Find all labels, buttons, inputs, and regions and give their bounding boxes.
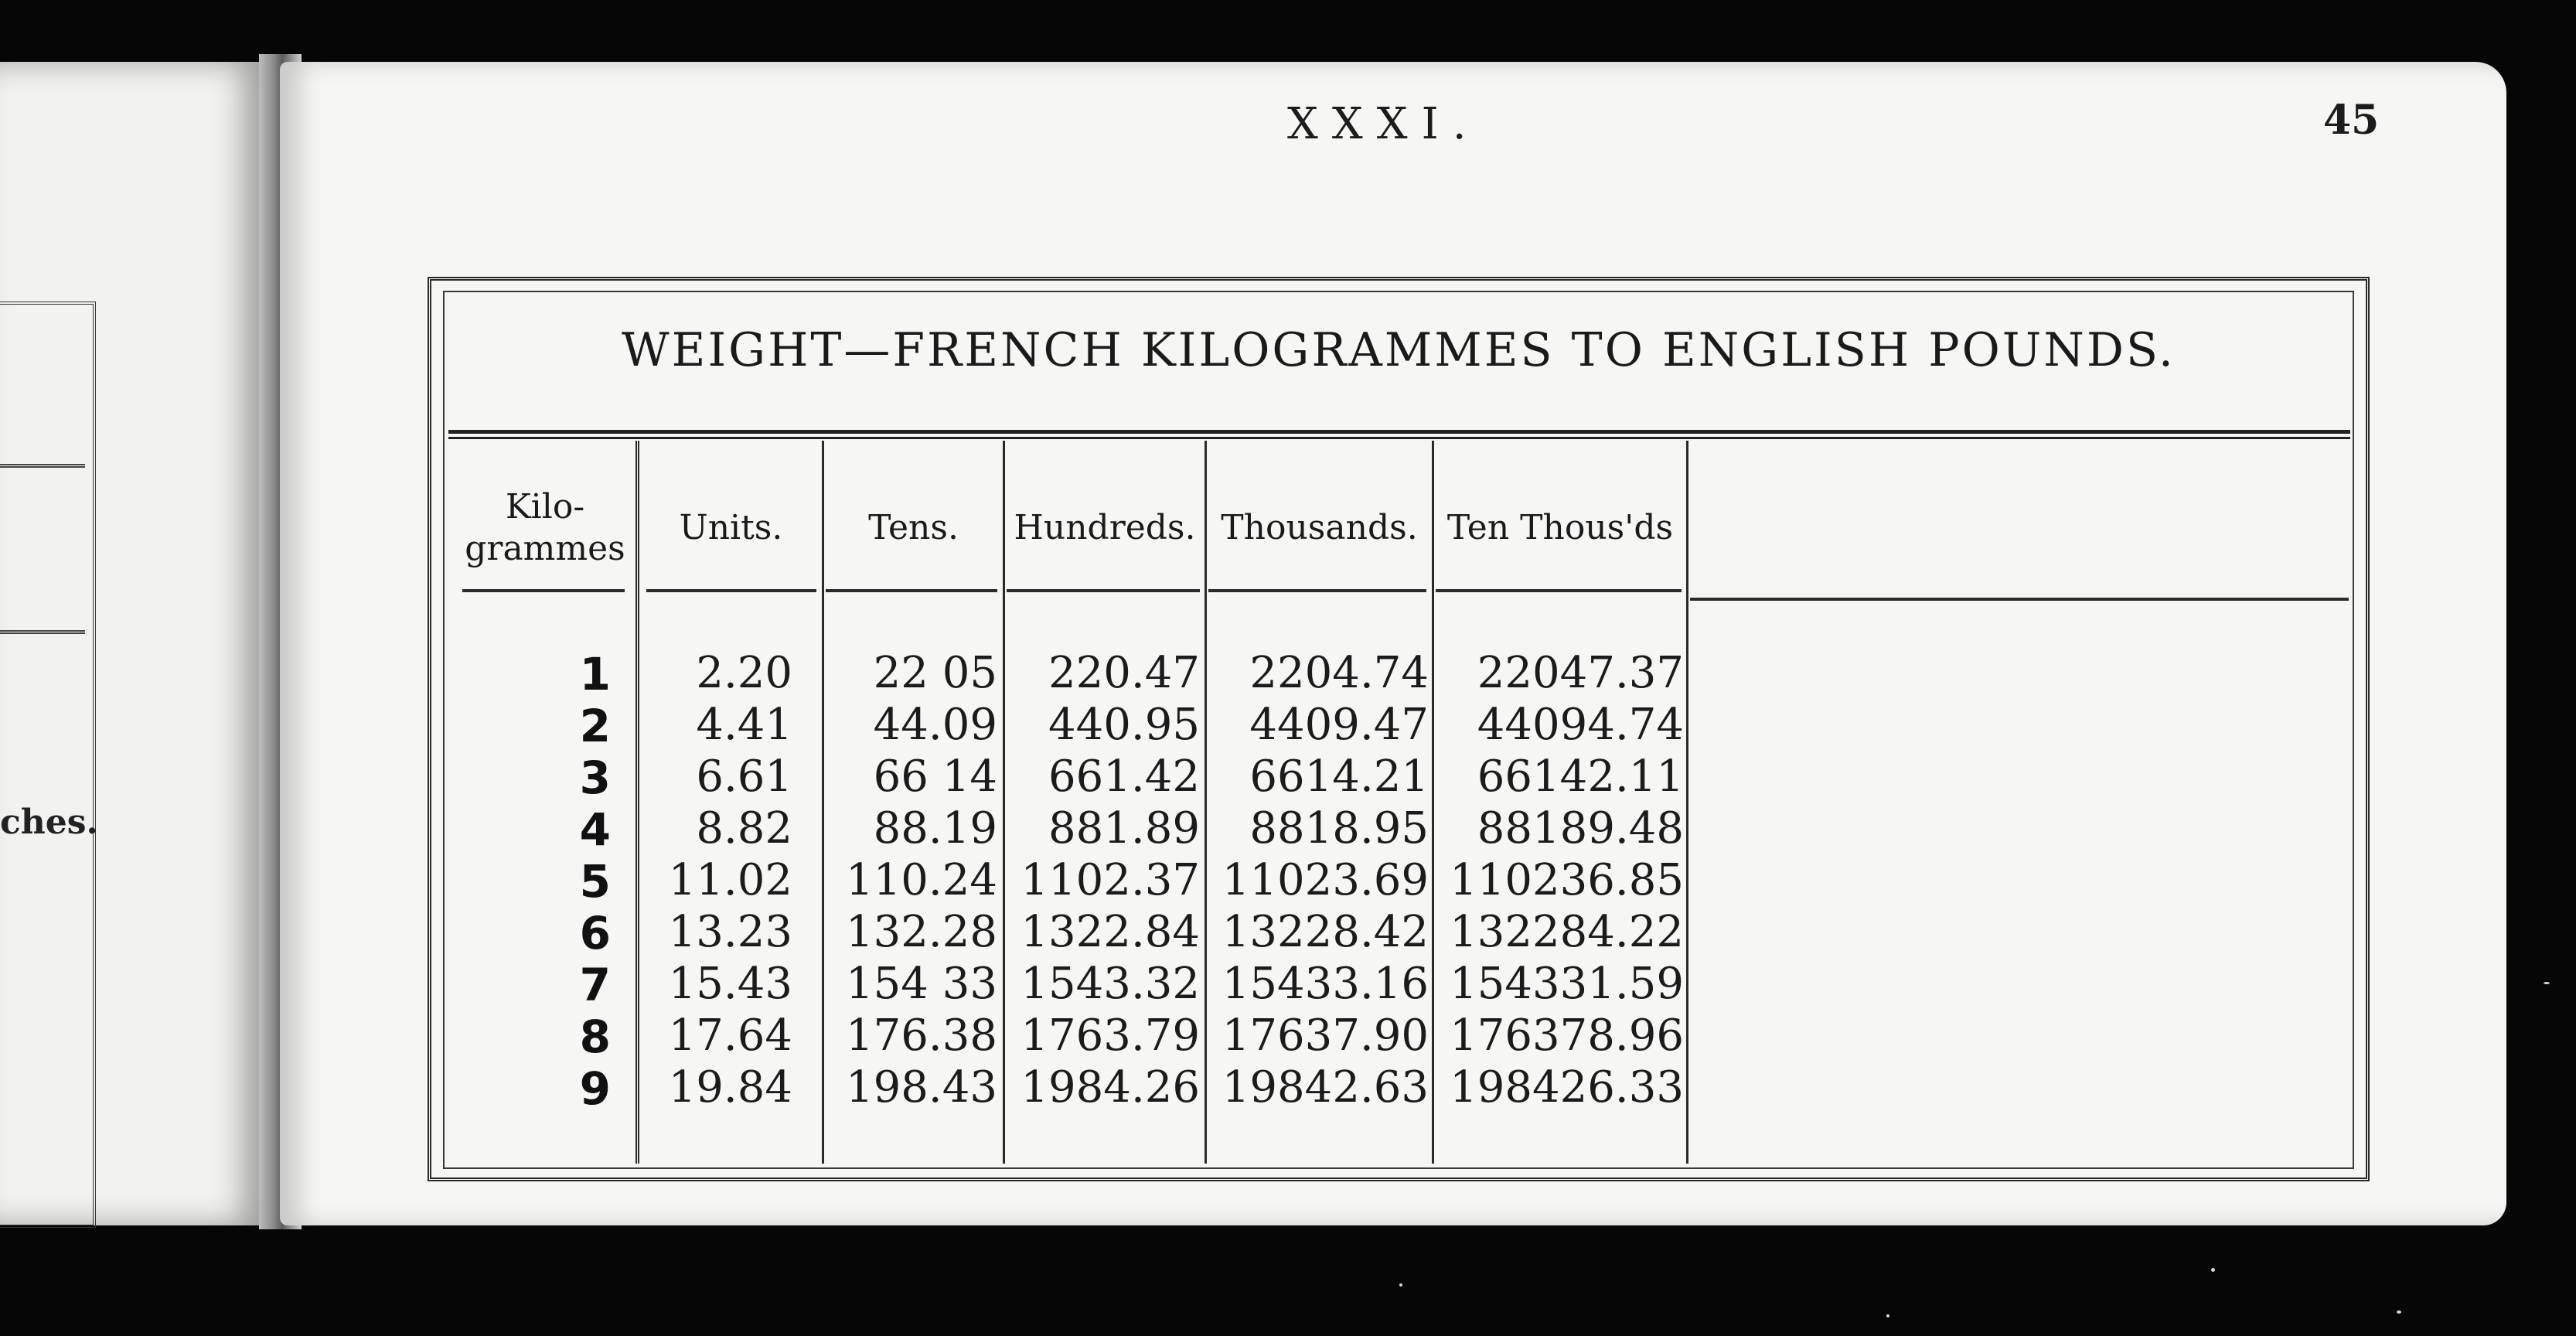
left-page-rule (0, 630, 85, 634)
cell-hundreds: 661.42 (1048, 752, 1200, 802)
cell-tens: 44.09 (873, 700, 997, 750)
header-underline (1690, 598, 2349, 601)
scan-speck (1886, 1314, 1889, 1317)
cell-thousands: 6614.21 (1249, 752, 1429, 802)
cell-thousands: 19842.63 (1222, 1062, 1429, 1113)
header-underline (646, 589, 816, 592)
header-underline (1007, 589, 1200, 592)
cell-ten-thousands: 66142.11 (1477, 752, 1684, 802)
column-divider (1686, 441, 1688, 1164)
cell-thousands: 17637.90 (1222, 1011, 1429, 1061)
column-header-kilogrammes (456, 470, 634, 586)
left-page-text-fragment: ches. (0, 803, 98, 842)
cell-hundreds: 1984.26 (1021, 1062, 1200, 1113)
header-underline (1436, 589, 1682, 592)
left-page-rule (0, 464, 85, 468)
cell-units: 4.41 (696, 700, 792, 750)
row-label-kilogrammes: 8 (579, 1011, 611, 1063)
cell-ten-thousands: 154331.59 (1450, 959, 1684, 1009)
cell-hundreds: 1322.84 (1021, 907, 1200, 957)
row-label-kilogrammes: 6 (579, 907, 611, 959)
cell-hundreds: 881.89 (1048, 803, 1200, 854)
cell-thousands: 4409.47 (1249, 700, 1429, 750)
cell-hundreds: 1763.79 (1021, 1011, 1200, 1061)
cell-units: 6.61 (696, 752, 792, 802)
cell-tens: 198.43 (846, 1062, 997, 1113)
cell-thousands: 11023.69 (1222, 855, 1429, 905)
running-head: XXXI. (1287, 99, 1481, 149)
cell-tens: 176.38 (846, 1011, 997, 1061)
row-label-kilogrammes: 4 (579, 803, 611, 856)
cell-thousands: 2204.74 (1249, 648, 1429, 698)
cell-ten-thousands: 176378.96 (1450, 1011, 1684, 1061)
cell-units: 2.20 (696, 648, 792, 698)
cell-units: 15.43 (668, 959, 792, 1009)
cell-thousands: 13228.42 (1222, 907, 1429, 957)
cell-units: 19.84 (668, 1062, 792, 1113)
cell-hundreds: 440.95 (1048, 700, 1200, 750)
column-header-kilogrammes-line1: Kilo- (505, 487, 585, 527)
column-header-tens: Tens. (868, 508, 959, 547)
scan-speck (2544, 982, 2550, 984)
cell-tens: 110.24 (846, 855, 997, 905)
cell-tens: 88.19 (873, 803, 997, 854)
cell-tens: 66 14 (873, 752, 997, 802)
column-header-thousands: Thousands. (1221, 508, 1418, 547)
cell-ten-thousands: 88189.48 (1477, 803, 1684, 854)
cell-hundreds: 1543.32 (1021, 959, 1200, 1009)
table-title: WEIGHT—FRENCH KILOGRAMMES TO ENGLISH POUNDS. (621, 323, 2176, 377)
header-underline (826, 589, 997, 592)
cell-units: 17.64 (668, 1011, 792, 1061)
cell-units: 8.82 (696, 803, 792, 854)
left-page-table-frame (0, 302, 96, 1228)
row-label-kilogrammes: 7 (579, 959, 611, 1011)
cell-ten-thousands: 198426.33 (1450, 1062, 1684, 1113)
column-header-ten-thousands: Ten Thous'ds (1446, 508, 1674, 547)
title-rule (448, 430, 2350, 439)
header-underline (462, 589, 625, 592)
cell-hundreds: 1102.37 (1021, 855, 1200, 905)
row-label-kilogrammes: 1 (579, 648, 611, 700)
scan-speck (2211, 1268, 2215, 1272)
column-header-hundreds: Hundreds. (1014, 508, 1196, 547)
column-header-units: Units. (679, 508, 783, 547)
header-underline (1208, 589, 1426, 592)
cell-thousands: 8818.95 (1249, 803, 1429, 854)
row-label-kilogrammes: 5 (579, 855, 611, 908)
row-label-kilogrammes: 2 (579, 700, 611, 752)
cell-hundreds: 220.47 (1048, 648, 1200, 698)
scan-speck (1399, 1283, 1402, 1287)
page-number: 45 (2323, 97, 2380, 144)
row-label-kilogrammes: 3 (579, 752, 611, 804)
cell-tens: 154 33 (846, 959, 997, 1009)
left-facing-page (0, 62, 267, 1225)
cell-tens: 22 05 (873, 648, 997, 698)
cell-ten-thousands: 110236.85 (1450, 855, 1684, 905)
cell-ten-thousands: 44094.74 (1477, 700, 1684, 750)
cell-ten-thousands: 132284.22 (1450, 907, 1684, 957)
cell-units: 13.23 (668, 907, 792, 957)
cell-ten-thousands: 22047.37 (1477, 648, 1684, 698)
cell-units: 11.02 (668, 855, 792, 905)
cell-thousands: 15433.16 (1222, 959, 1429, 1009)
cell-tens: 132.28 (846, 907, 997, 957)
scan-speck (2397, 1310, 2401, 1314)
column-header-kilogrammes-line2: grammes (465, 529, 625, 568)
row-label-kilogrammes: 9 (579, 1062, 611, 1115)
